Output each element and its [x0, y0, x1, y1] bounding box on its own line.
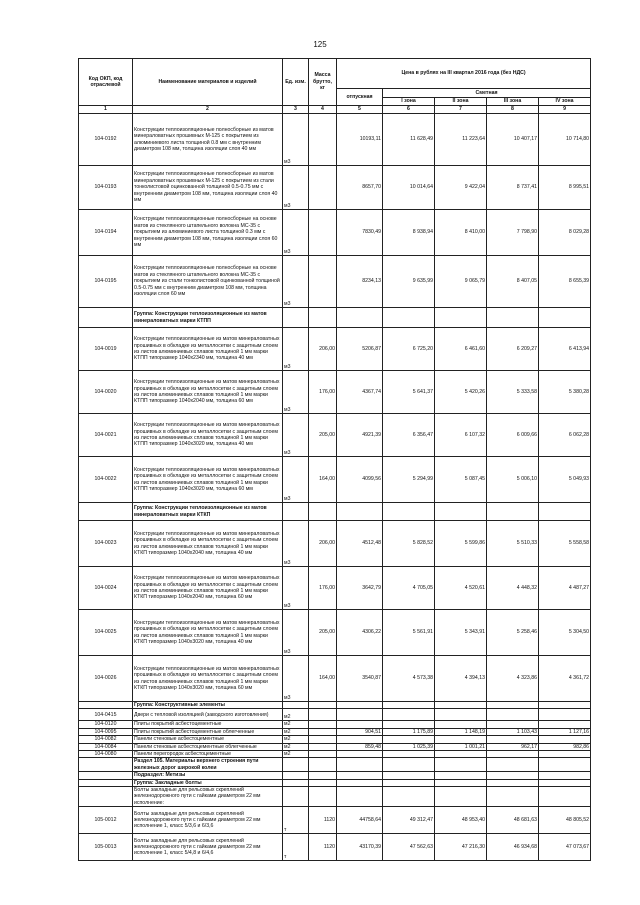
cell-mass: 164,00	[309, 656, 337, 702]
cell-unit: м2	[283, 736, 309, 743]
cell-name: Плиты покрытий асбестоцементные облегченные	[133, 728, 283, 735]
table-row	[79, 256, 591, 308]
cell-zone4: 6 062,28	[539, 414, 591, 457]
cell-unit: м2	[283, 728, 309, 735]
cell-empty	[337, 772, 383, 779]
group-row	[79, 779, 591, 786]
cell-zone3: 7 798,90	[487, 210, 539, 256]
cell-zone2: 6 107,32	[435, 414, 487, 457]
cell-zone2: 6 461,60	[435, 328, 487, 371]
cell-name: Панели стеновые асбестоцементные	[133, 736, 283, 743]
cell-zone4: 1 127,16	[539, 728, 591, 735]
cell-zone3: 5 006,10	[487, 457, 539, 503]
cell-zone3: 4 323,86	[487, 656, 539, 702]
cell-empty	[79, 779, 133, 786]
cell-zone3: 8 737,41	[487, 166, 539, 210]
cell-empty	[435, 503, 487, 521]
cell-zone3	[487, 736, 539, 743]
group-row	[79, 308, 591, 328]
cell-zone4	[539, 736, 591, 743]
cell-empty	[79, 702, 133, 709]
cell-empty	[487, 308, 539, 328]
cell-name: Конструкции теплоизоляционные из матов минераловатных прошивных в обкладке из металлосетки с защитным слоем из листов алюминиевых сплавов толщиной 1 мм марки КТКП типоразмер 1040х2040 мм, толщина 60 мм	[133, 567, 283, 610]
table-row	[79, 114, 591, 166]
cell-unit: м3	[283, 328, 309, 371]
cell-empty	[337, 758, 383, 772]
cell-name: Панели стеновые асбестоцементные облегченные	[133, 743, 283, 750]
cell-zone4	[539, 709, 591, 721]
cell-zone1: 6 356,47	[383, 414, 435, 457]
cell-release-price: 4099,56	[337, 457, 383, 503]
cell-zone2: 4 394,13	[435, 656, 487, 702]
cell-mass: 205,00	[309, 414, 337, 457]
cell-zone2: 1 001,21	[435, 743, 487, 750]
cell-zone1: 4 705,05	[383, 567, 435, 610]
cell-zone4: 5 304,50	[539, 610, 591, 656]
cell-code: 104-0194	[79, 210, 133, 256]
page-number: 125	[313, 40, 327, 49]
table-row	[79, 371, 591, 414]
cell-empty	[539, 308, 591, 328]
header-zone4: IV зона	[539, 98, 591, 106]
header-release: отпускная	[337, 89, 383, 106]
group-title: Группа: Конструктивные элементы	[133, 702, 283, 709]
cell-unit: м3	[283, 610, 309, 656]
cell-zone1: 5 641,37	[383, 371, 435, 414]
cell-unit: м3	[283, 457, 309, 503]
cell-zone1: 10 014,64	[383, 166, 435, 210]
cell-empty	[283, 308, 309, 328]
cell-code: 104-0192	[79, 114, 133, 166]
cell-release-price: 8657,70	[337, 166, 383, 210]
cell-name: Конструкции теплоизоляционные полносборные на основе матов из стеклянного штапельного волокна МС-35 с покрытием из алюминиевого листа толщиной 0.3 мм с внутренним диаметром 108 мм, толщина изоляции слоя 60 мм	[133, 210, 283, 256]
cell-name: Двери с тепловой изоляцией (заводского изготовления)	[133, 709, 283, 721]
cell-unit: м2	[283, 751, 309, 758]
cell-empty	[309, 702, 337, 709]
cell-unit: м2	[283, 743, 309, 750]
cell-unit: м2	[283, 709, 309, 721]
cell-mass	[309, 210, 337, 256]
cell-code: 104-0021	[79, 414, 133, 457]
cell-zone1: 5 561,91	[383, 610, 435, 656]
group-row	[79, 758, 591, 772]
cell-mass	[309, 721, 337, 728]
cell-zone3: 46 934,68	[487, 834, 539, 861]
cell-code: 104-0023	[79, 521, 133, 567]
cell-zone4: 6 413,94	[539, 328, 591, 371]
cell-zone2: 5 420,26	[435, 371, 487, 414]
table-row	[79, 166, 591, 210]
cell-code: 104-0193	[79, 166, 133, 210]
cell-code: 104-0024	[79, 567, 133, 610]
cell-zone2	[435, 709, 487, 721]
cell-release-price: 859,48	[337, 743, 383, 750]
cell-unit: т	[283, 807, 309, 834]
column-number: 1	[79, 106, 133, 114]
cell-name: Болты закладные для рельсовых скреплений железнодорожного пути с гайками диаметром 22 мм исполнение 1, класс 5/4,8 и 6/4,6	[133, 834, 283, 861]
cell-empty	[309, 772, 337, 779]
cell-release-price: 5206,87	[337, 328, 383, 371]
cell-name: Конструкции теплоизоляционные полносборные из матов минераловатных прошивных М-125 с покрытием из стали тонколистовой оцинкованной толщиной 0.5-0.75 мм с внутренним диаметром 108 мм, толщина изоляции слоя 40 мм	[133, 166, 283, 210]
cell-empty	[309, 787, 337, 807]
cell-empty	[435, 772, 487, 779]
cell-release-price	[337, 751, 383, 758]
cell-release-price: 3540,87	[337, 656, 383, 702]
cell-zone3: 8 407,05	[487, 256, 539, 308]
cell-zone2: 1 148,19	[435, 728, 487, 735]
group-title: Раздел 105. Материалы верхнего строения пути железных дорог широкой колеи	[133, 758, 283, 772]
cell-empty	[539, 702, 591, 709]
cell-empty	[435, 308, 487, 328]
cell-zone2: 47 216,30	[435, 834, 487, 861]
cell-name: Конструкции теплоизоляционные из матов минераловатных прошивных в обкладке из металлосетки с защитным слоем из листов алюминиевых сплавов толщиной 1 мм марки КТПП типоразмер 1040х2340 мм, толщина 40 мм	[133, 328, 283, 371]
cell-zone1: 5 294,99	[383, 457, 435, 503]
column-number: 6	[383, 106, 435, 114]
cell-zone3: 6 009,66	[487, 414, 539, 457]
cell-empty	[79, 308, 133, 328]
cell-name: Болты закладные для рельсовых скреплений железнодорожного пути с гайками диаметром 22 мм исполнение 1, класс 5/3,6 и 6/3,6	[133, 807, 283, 834]
cell-name: Конструкции теплоизоляционные из матов минераловатных прошивных в обкладке из металлосетки с защитным слоем из листов алюминиевых сплавов толщиной 1 мм марки КТПП типоразмер 1040х2040 мм, толщина 60 мм	[133, 371, 283, 414]
cell-empty	[383, 702, 435, 709]
cell-empty	[383, 503, 435, 521]
group-title: Группа: Закладные болты	[133, 779, 283, 786]
table-row	[79, 736, 591, 743]
group-title: Группа: Конструкции теплоизоляционные из матов минераловатных марки КТПП	[133, 308, 283, 328]
subheading-title: Болты закладные для рельсовых скреплений железнодорожного пути с гайками диаметром 22 мм исполнение:	[133, 787, 283, 807]
cell-zone4: 8 995,51	[539, 166, 591, 210]
cell-code: 104-0084	[79, 743, 133, 750]
cell-empty	[539, 787, 591, 807]
cell-unit: м3	[283, 166, 309, 210]
cell-code: 105-0012	[79, 807, 133, 834]
table-row	[79, 728, 591, 735]
cell-code: 105-0013	[79, 834, 133, 861]
cell-zone4: 4 361,72	[539, 656, 591, 702]
cell-code: 104-0415	[79, 709, 133, 721]
header-zone2: II зона	[435, 98, 487, 106]
cell-unit: м3	[283, 656, 309, 702]
cell-mass	[309, 114, 337, 166]
cell-zone4: 5 380,28	[539, 371, 591, 414]
header-unit: Ед. изм.	[283, 59, 309, 106]
table-row	[79, 751, 591, 758]
cell-unit: м3	[283, 256, 309, 308]
cell-code: 104-0120	[79, 721, 133, 728]
cell-zone1	[383, 751, 435, 758]
cell-empty	[383, 779, 435, 786]
cell-empty	[383, 787, 435, 807]
cell-empty	[79, 772, 133, 779]
cell-code: 104-0026	[79, 656, 133, 702]
cell-zone4: 47 073,67	[539, 834, 591, 861]
cell-zone2	[435, 721, 487, 728]
cell-code: 104-0080	[79, 751, 133, 758]
table-body	[79, 114, 591, 861]
column-number: 8	[487, 106, 539, 114]
cell-zone2	[435, 736, 487, 743]
cell-zone4: 4 487,27	[539, 567, 591, 610]
cell-code: 104-0195	[79, 256, 133, 308]
cell-empty	[383, 758, 435, 772]
cell-empty	[309, 758, 337, 772]
cell-zone1: 47 562,63	[383, 834, 435, 861]
cell-release-price: 3642,79	[337, 567, 383, 610]
cell-empty	[283, 702, 309, 709]
cell-empty	[487, 702, 539, 709]
cell-zone4: 8 029,28	[539, 210, 591, 256]
cell-name: Конструкции теплоизоляционные из матов минераловатных прошивных в обкладке из металлосетки с защитным слоем из листов алюминиевых сплавов толщиной 1 мм марки КТКП типоразмер 1040х3020 мм, толщина 60 мм	[133, 656, 283, 702]
cell-zone3: 48 681,63	[487, 807, 539, 834]
cell-mass	[309, 736, 337, 743]
cell-mass: 1120	[309, 807, 337, 834]
cell-empty	[539, 772, 591, 779]
cell-zone2: 9 422,04	[435, 166, 487, 210]
table-row	[79, 743, 591, 750]
cell-unit: м3	[283, 371, 309, 414]
cell-zone1: 5 828,52	[383, 521, 435, 567]
cell-empty	[539, 779, 591, 786]
cell-release-price: 44758,64	[337, 807, 383, 834]
cell-zone4: 8 655,39	[539, 256, 591, 308]
cell-zone3: 5 510,33	[487, 521, 539, 567]
cell-mass	[309, 743, 337, 750]
cell-empty	[79, 787, 133, 807]
cell-zone4: 5 558,58	[539, 521, 591, 567]
cell-empty	[435, 702, 487, 709]
group-title: Подраздел: Метизы	[133, 772, 283, 779]
cell-name: Панели перегородок асбестоцементные	[133, 751, 283, 758]
cell-zone1: 11 628,49	[383, 114, 435, 166]
header-mass: Масса брутто, кг	[309, 59, 337, 106]
cell-release-price: 904,51	[337, 728, 383, 735]
cell-mass: 164,00	[309, 457, 337, 503]
column-numbers-row	[79, 106, 591, 114]
cell-empty	[283, 758, 309, 772]
cell-zone1: 49 312,47	[383, 807, 435, 834]
cell-code: 104-0082	[79, 736, 133, 743]
group-row	[79, 772, 591, 779]
cell-zone1: 1 025,39	[383, 743, 435, 750]
cell-name: Конструкции теплоизоляционные из матов минераловатных прошивных в обкладке из металлосетки с защитным слоем из листов алюминиевых сплавов толщиной 1 мм марки КТПП типоразмер 1040х3020 мм, толщина 60 мм	[133, 457, 283, 503]
group-row	[79, 503, 591, 521]
cell-zone3	[487, 709, 539, 721]
cell-mass: 176,00	[309, 371, 337, 414]
cell-code: 104-0020	[79, 371, 133, 414]
column-number: 5	[337, 106, 383, 114]
cell-code: 104-0025	[79, 610, 133, 656]
group-row	[79, 702, 591, 709]
cell-mass	[309, 256, 337, 308]
cell-zone2	[435, 751, 487, 758]
price-table	[78, 58, 591, 861]
cell-release-price: 8234,13	[337, 256, 383, 308]
cell-zone4: 48 805,52	[539, 807, 591, 834]
cell-unit: м2	[283, 721, 309, 728]
cell-mass: 176,00	[309, 567, 337, 610]
cell-release-price: 10193,11	[337, 114, 383, 166]
cell-empty	[383, 772, 435, 779]
cell-mass: 206,00	[309, 521, 337, 567]
cell-empty	[309, 308, 337, 328]
cell-release-price: 4512,48	[337, 521, 383, 567]
cell-empty	[79, 758, 133, 772]
cell-empty	[337, 779, 383, 786]
cell-zone2: 9 065,79	[435, 256, 487, 308]
cell-zone1	[383, 709, 435, 721]
table-row	[79, 834, 591, 861]
cell-code: 104-0022	[79, 457, 133, 503]
cell-code: 104-0019	[79, 328, 133, 371]
cell-empty	[309, 779, 337, 786]
cell-empty	[337, 787, 383, 807]
cell-empty	[337, 503, 383, 521]
cell-empty	[337, 702, 383, 709]
cell-zone4	[539, 751, 591, 758]
cell-empty	[487, 503, 539, 521]
table-row	[79, 656, 591, 702]
cell-zone3: 5 258,46	[487, 610, 539, 656]
column-number: 7	[435, 106, 487, 114]
cell-empty	[283, 503, 309, 521]
cell-mass: 206,00	[309, 328, 337, 371]
cell-empty	[435, 779, 487, 786]
table-row	[79, 709, 591, 721]
column-number: 3	[283, 106, 309, 114]
cell-unit: т	[283, 834, 309, 861]
cell-release-price: 4306,22	[337, 610, 383, 656]
cell-unit: м3	[283, 114, 309, 166]
table-row	[79, 328, 591, 371]
header-name: Наименование материалов и изделий	[133, 59, 283, 106]
table-row	[79, 807, 591, 834]
subheading-row	[79, 787, 591, 807]
cell-zone1: 8 938,94	[383, 210, 435, 256]
cell-zone3: 962,17	[487, 743, 539, 750]
cell-zone3	[487, 751, 539, 758]
cell-zone2: 5 087,45	[435, 457, 487, 503]
cell-mass	[309, 709, 337, 721]
cell-zone1: 6 725,20	[383, 328, 435, 371]
cell-empty	[435, 758, 487, 772]
cell-zone3: 6 209,27	[487, 328, 539, 371]
header-code: Код ОКП, код отраслевой	[79, 59, 133, 106]
cell-zone1	[383, 721, 435, 728]
cell-empty	[337, 308, 383, 328]
cell-zone4: 10 714,80	[539, 114, 591, 166]
cell-zone1	[383, 736, 435, 743]
cell-unit: м3	[283, 521, 309, 567]
cell-release-price	[337, 736, 383, 743]
cell-zone2: 5 343,91	[435, 610, 487, 656]
cell-zone1: 9 635,99	[383, 256, 435, 308]
cell-empty	[539, 758, 591, 772]
table-row	[79, 521, 591, 567]
cell-unit: м3	[283, 414, 309, 457]
cell-name: Плиты покрытий асбестоцементные	[133, 721, 283, 728]
cell-code: 104-0095	[79, 728, 133, 735]
table-row	[79, 721, 591, 728]
cell-mass: 205,00	[309, 610, 337, 656]
cell-zone3: 1 103,43	[487, 728, 539, 735]
cell-zone3	[487, 721, 539, 728]
cell-empty	[487, 772, 539, 779]
cell-zone2: 48 953,40	[435, 807, 487, 834]
table-row	[79, 457, 591, 503]
cell-unit: м3	[283, 567, 309, 610]
cell-mass: 1120	[309, 834, 337, 861]
table-row	[79, 610, 591, 656]
header-zone1: I зона	[383, 98, 435, 106]
cell-zone2: 11 223,64	[435, 114, 487, 166]
header-estimate: Сметная	[383, 89, 591, 98]
cell-empty	[283, 779, 309, 786]
cell-zone1: 4 573,38	[383, 656, 435, 702]
cell-name: Конструкции теплоизоляционные полносборные на основе матов из стеклянного штапельного волокна МС-35 с покрытием из стали тонколистовой оцинкованной толщиной 0.5-0.75 мм с внутренним диаметром 108 мм, толщина изоляции слоя 60 мм	[133, 256, 283, 308]
table-row	[79, 210, 591, 256]
cell-name: Конструкции теплоизоляционные полносборные из матов минераловатных прошивных М-125 с покрытием из алюминиевого листа толщиной 0.8 мм с внутренним диаметром 108 мм, толщина изоляции слоя 40 мм	[133, 114, 283, 166]
cell-name: Конструкции теплоизоляционные из матов минераловатных прошивных в обкладке из металлосетки с защитным слоем из листов алюминиевых сплавов толщиной 1 мм марки КТКП типоразмер 1040х3020 мм, толщина 40 мм	[133, 610, 283, 656]
cell-empty	[539, 503, 591, 521]
cell-release-price	[337, 709, 383, 721]
header-price-title: Цена в рублях на III квартал 2016 года (без НДС)	[337, 59, 591, 89]
cell-release-price: 7830,49	[337, 210, 383, 256]
cell-name: Конструкции теплоизоляционные из матов минераловатных прошивных в обкладке из металлосетки с защитным слоем из листов алюминиевых сплавов толщиной 1 мм марки КТПП типоразмер 1040х3020 мм, толщина 40 мм	[133, 414, 283, 457]
cell-unit: м3	[283, 210, 309, 256]
cell-zone3: 5 333,58	[487, 371, 539, 414]
column-number: 2	[133, 106, 283, 114]
cell-empty	[79, 503, 133, 521]
cell-mass	[309, 751, 337, 758]
cell-empty	[383, 308, 435, 328]
cell-zone2: 4 520,61	[435, 567, 487, 610]
cell-release-price: 4367,74	[337, 371, 383, 414]
cell-zone4: 982,86	[539, 743, 591, 750]
cell-zone4	[539, 721, 591, 728]
cell-empty	[435, 787, 487, 807]
cell-release-price: 43170,39	[337, 834, 383, 861]
header-zone3: III зона	[487, 98, 539, 106]
cell-name: Конструкции теплоизоляционные из матов минераловатных прошивных в обкладке из металлосетки с защитным слоем из листов алюминиевых сплавов толщиной 1 мм марки КТКП типоразмер 1040х2040 мм, толщина 40 мм	[133, 521, 283, 567]
cell-zone4: 5 049,93	[539, 457, 591, 503]
cell-release-price	[337, 721, 383, 728]
column-number: 9	[539, 106, 591, 114]
table-row	[79, 414, 591, 457]
cell-empty	[309, 503, 337, 521]
cell-mass	[309, 166, 337, 210]
cell-empty	[487, 758, 539, 772]
cell-zone2: 8 410,00	[435, 210, 487, 256]
cell-empty	[283, 787, 309, 807]
cell-zone1: 1 175,89	[383, 728, 435, 735]
cell-empty	[487, 787, 539, 807]
cell-empty	[283, 772, 309, 779]
cell-zone2: 5 599,86	[435, 521, 487, 567]
column-number: 4	[309, 106, 337, 114]
cell-empty	[487, 779, 539, 786]
cell-release-price: 4921,39	[337, 414, 383, 457]
group-title: Группа: Конструкции теплоизоляционные из матов минераловатных марки КТКП	[133, 503, 283, 521]
cell-zone3: 10 407,17	[487, 114, 539, 166]
cell-zone3: 4 448,32	[487, 567, 539, 610]
table-row	[79, 567, 591, 610]
cell-mass	[309, 728, 337, 735]
